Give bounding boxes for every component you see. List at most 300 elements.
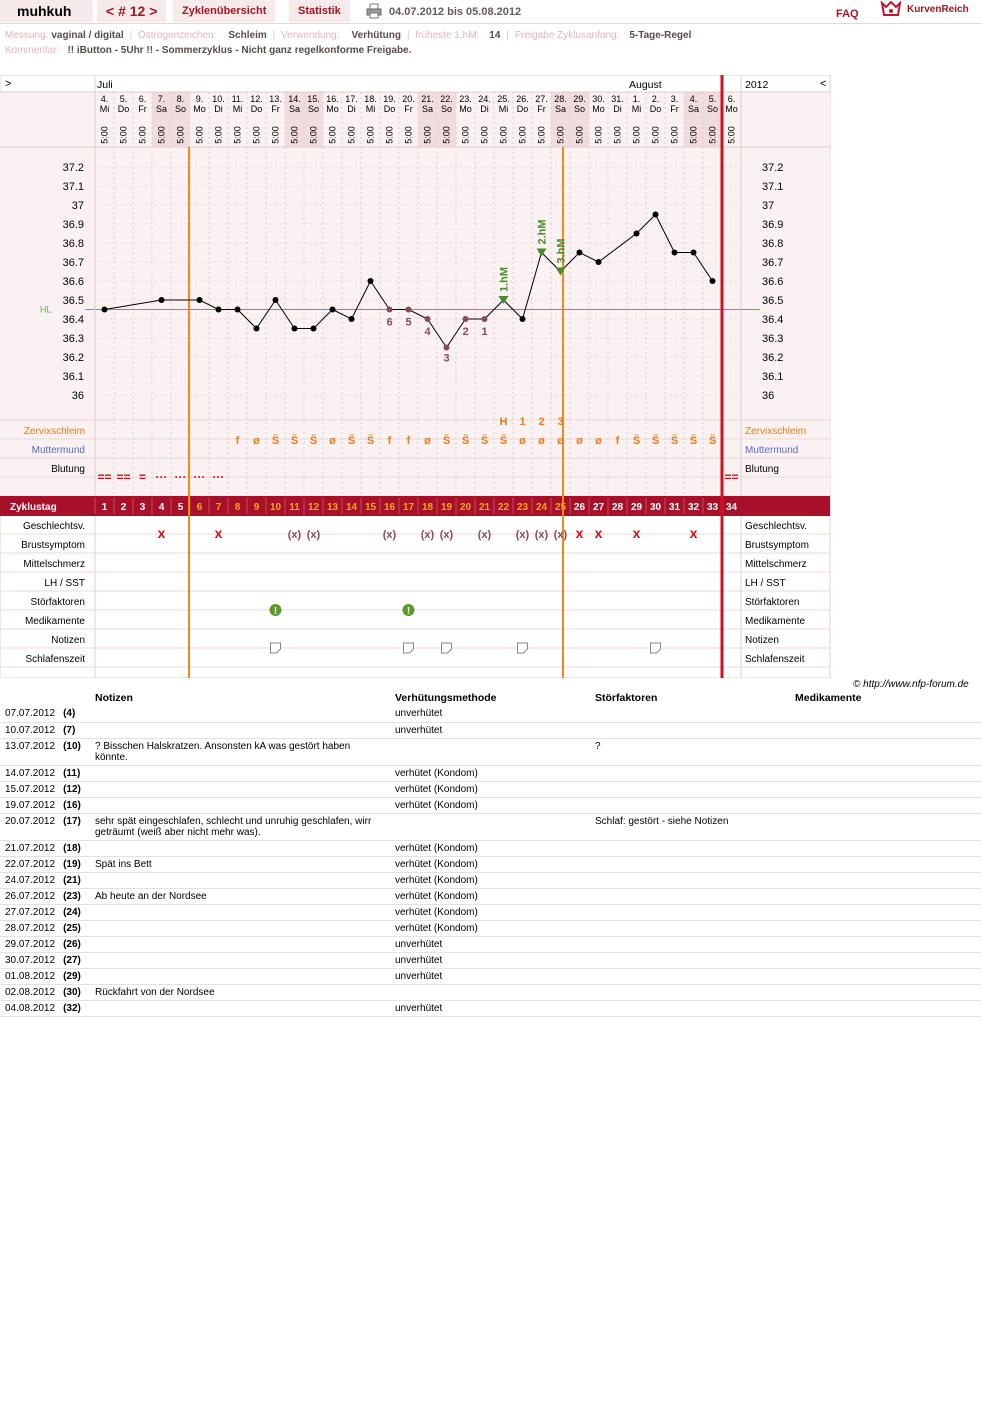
table-row [0,738,981,765]
row-label-muttermund: Muttermund [31,445,85,456]
username: muhkuh [0,0,93,22]
y-tick-left: 36.3 [62,333,84,345]
temp-point [102,307,108,313]
weekday: Mo [193,104,206,114]
disturbance-icon: ! [273,606,278,617]
row-cycle-day: (27) [63,954,81,966]
row-cycle-day: (10) [63,740,81,752]
cycle-day: 20 [459,502,472,513]
table-row [0,936,981,952]
temp-point [672,250,678,256]
row-label-medi: Medikamente [24,616,85,627]
table-row [0,765,981,781]
row-label-brust: Brustsymptom [21,540,85,551]
time-label: 5:00 [441,126,452,144]
y-tick-right: 37 [762,200,775,212]
month-label: August [629,79,662,91]
disturbance-icon: ! [406,606,411,617]
brand-name[interactable]: KurvenReich [907,4,969,15]
row-stoer [590,936,790,952]
y-tick-right: 36 [762,390,775,402]
row-medi [790,936,981,952]
table-row [0,1000,981,1016]
row-date: 28.07.2012 [5,922,56,934]
row-label-mittel: Mittelschmerz [23,559,85,570]
row-cycle-day: (32) [63,1002,81,1014]
row-date: 29.07.2012 [5,938,56,950]
time-label: 5:00 [669,126,680,144]
weekday: Mi [232,104,243,114]
table-row [0,797,981,813]
temp-point [520,316,526,322]
day-number: 12. [250,94,263,104]
row-medi [790,952,981,968]
row-date: 21.07.2012 [5,842,56,854]
row-note [90,904,390,920]
temp-point [197,297,203,303]
time-label: 5:00 [460,126,471,144]
row-stoer: Schlaf: gestört - siehe Notizen [590,813,790,840]
y-tick-right: 36.2 [762,352,784,364]
copyright: © http://www.nfp-forum.de [853,679,969,690]
weekday: Do [383,104,396,114]
comment-line: Kommentar: !! iButton - 5Uhr !! - Sommerzyklus - Nicht ganz regelkonforme Freigabe. [5,45,412,56]
temp-point [425,316,431,322]
row-label-schlaf: Schlafenszeit [25,654,85,665]
bleeding-mark: = [138,470,147,484]
zervix-mark: S̈ [366,435,375,447]
temp-point [691,250,697,256]
weekday: Di [480,104,489,114]
cycle-day: 12 [307,502,320,513]
time-label: 5:00 [612,126,623,144]
meta-line: Messung: vaginal / digital | Östrogenzeichen: Schleim | Verwendung: Verhütung | früheste 1.hM: 14 | Freigabe Zyklusanfang: 5-Tage-Regel [5,30,692,41]
col-medi: Medikamente [795,692,862,704]
y-tick-right: 36.8 [762,238,784,250]
row-label-right-sex: Geschlechtsv. [745,521,808,532]
temp-point [444,345,450,351]
zervix-mark: ø [538,435,545,447]
temp-point [311,326,317,332]
time-label: 5:00 [479,126,490,144]
time-label: 5:00 [403,126,414,144]
zervix-mark: f [406,435,411,447]
row-date: 22.07.2012 [5,858,56,870]
row-cycle-day: (23) [63,890,81,902]
printer-icon[interactable] [366,3,382,19]
weekday: Mo [459,104,472,114]
row-note [90,952,390,968]
cycle-day: 13 [326,502,339,513]
cycle-overview-button[interactable]: Zyklenübersicht [173,0,275,22]
row-note [90,722,390,738]
zervix-mark: S̈ [461,435,470,447]
day-number: 26. [516,94,529,104]
table-row [0,856,981,872]
row-cycle-day: (24) [63,906,81,918]
notes-table [0,690,981,1017]
row-note [90,936,390,952]
day-number: 19. [383,94,396,104]
temp-point [368,278,374,284]
hl-label: HL [40,304,52,315]
row-date: 15.07.2012 [5,783,56,795]
day-number: 13. [269,94,282,104]
low-label: 5 [405,316,412,329]
temp-point [710,278,716,284]
row-cycle-day: (19) [63,858,81,870]
day-number: 6. [727,94,736,104]
faq-link[interactable]: FAQ [836,8,859,20]
day-number: 4. [100,94,109,104]
weekday: Sa [288,104,301,114]
cycle-day-label: Zyklustag [10,502,57,513]
day-number: 21. [421,94,434,104]
temp-point [216,307,222,313]
col-notes: Notizen [95,692,133,704]
table-row [0,952,981,968]
zervix-mark: S̈ [689,435,698,447]
row-method: verhütet (Kondom) [390,888,590,904]
weekday: Sa [155,104,168,114]
cycle-day: 10 [269,502,282,513]
row-cycle-day: (21) [63,874,81,886]
y-tick-left: 37 [71,200,84,212]
y-tick-left: 36.8 [62,238,84,250]
day-number: 23. [459,94,472,104]
row-date: 19.07.2012 [5,799,56,811]
zervix-mark: ø [424,435,431,447]
temp-point [577,250,583,256]
row-method: verhütet (Kondom) [390,765,590,781]
temp-point [387,307,393,313]
hm-label: 2.hM [536,219,549,245]
row-method: verhütet (Kondom) [390,781,590,797]
row-method: unverhütet [390,1000,590,1016]
row-method: verhütet (Kondom) [390,840,590,856]
row-note [90,920,390,936]
cycle-day: 23 [516,502,529,513]
time-label: 5:00 [422,126,433,144]
row-stoer [590,706,790,722]
zervix-mark: S̈ [499,435,508,447]
intercourse-mark: x [594,525,603,541]
row-stoer [590,797,790,813]
table-row [0,706,981,722]
day-number: 5. [708,94,717,104]
time-label: 5:00 [631,126,642,144]
time-label: 5:00 [650,126,661,144]
row-cycle-day: (18) [63,842,81,854]
intercourse-mark: (x) [553,529,568,541]
time-label: 5:00 [555,126,566,144]
temp-point [292,326,298,332]
cycle-day: 11 [289,502,300,513]
row-note: Ab heute an der Nordsee [90,888,390,904]
y-tick-left: 36.1 [62,371,84,383]
table-row [0,920,981,936]
row-medi [790,968,981,984]
day-number: 5. [119,94,128,104]
y-tick-left: 36.6 [62,276,84,288]
month-label: Juli [97,79,113,91]
row-date: 07.07.2012 [5,708,56,719]
time-label: 5:00 [137,126,148,144]
zervix-mark: S̈ [632,435,641,447]
time-label: 5:00 [536,126,547,144]
row-stoer [590,722,790,738]
row-cycle-day: (11) [63,767,81,779]
row-note [90,968,390,984]
mucus-count: 3 [557,416,564,428]
cycle-day: 9 [253,502,260,513]
row-method: verhütet (Kondom) [390,904,590,920]
row-date: 10.07.2012 [5,724,56,736]
day-number: 1. [632,94,641,104]
row-cycle-day: (4) [63,708,76,719]
row-label-sex: Geschlechtsv. [22,521,85,532]
y-tick-left: 36 [71,390,84,402]
row-note [90,706,390,722]
row-cycle-day: (16) [63,799,81,811]
row-stoer [590,952,790,968]
cycle-day: 1 [101,502,108,513]
day-number: 17. [345,94,358,104]
table-row [0,904,981,920]
row-medi [790,872,981,888]
day-number: 11. [231,94,244,104]
row-cycle-day: (26) [63,938,81,950]
row-label-stoer: Störfaktoren [30,597,85,608]
nav-right: < [820,78,827,90]
row-stoer [590,781,790,797]
row-medi [790,984,981,1000]
row-medi [790,706,981,722]
zervix-mark: ø [576,435,583,447]
day-number: 9. [195,94,204,104]
temp-point [159,297,165,303]
row-date: 02.08.2012 [5,986,56,998]
row-medi [790,765,981,781]
intercourse-mark: (x) [287,529,302,541]
weekday: Sa [687,104,700,114]
cycle-day: 19 [440,502,453,513]
bleeding-mark: ··· [174,470,187,484]
row-stoer [590,872,790,888]
time-label: 5:00 [232,126,243,144]
y-tick-right: 36.4 [762,314,784,326]
row-stoer [590,920,790,936]
low-label: 4 [424,326,431,338]
mucus-count: 1 [519,416,526,428]
row-medi [790,738,981,765]
day-number: 28. [554,94,567,104]
day-number: 25. [497,94,510,104]
time-label: 5:00 [726,126,737,144]
row-stoer [590,765,790,781]
day-number: 15. [307,94,320,104]
weekday: Fr [138,104,147,114]
y-tick-left: 37.1 [62,181,84,193]
zervix-mark: ø [595,435,602,447]
row-method: unverhütet [390,952,590,968]
cycle-day: 16 [383,502,396,513]
row-method [390,984,590,1000]
row-stoer [590,904,790,920]
row-date: 30.07.2012 [5,954,56,966]
time-label: 5:00 [688,126,699,144]
zervix-mark: ø [557,435,564,447]
row-label-lh: LH / SST [44,578,85,589]
time-label: 5:00 [118,126,129,144]
row-date: 26.07.2012 [5,890,56,902]
row-method: verhütet (Kondom) [390,856,590,872]
row-stoer: ? [590,738,790,765]
row-medi [790,888,981,904]
time-label: 5:00 [384,126,395,144]
low-label: 6 [386,316,393,329]
day-number: 4. [689,94,698,104]
weekday: Mi [498,104,509,114]
zervix-mark: S̈ [670,435,679,447]
day-number: 14. [288,94,301,104]
weekday: So [174,104,187,114]
cycle-day: 15 [364,502,377,513]
time-label: 5:00 [498,126,509,144]
y-tick-right: 36.9 [762,219,784,231]
weekday: Mi [365,104,376,114]
weekday: Do [516,104,529,114]
table-row [0,781,981,797]
low-label: 3 [443,352,450,365]
temp-point [463,316,469,322]
row-cycle-day: (30) [63,986,81,998]
intercourse-mark: (x) [534,529,549,541]
row-stoer [590,856,790,872]
day-number: 16. [326,94,339,104]
cycle-day: 27 [592,502,605,513]
day-number: 18. [364,94,377,104]
y-tick-left: 36.4 [62,314,84,326]
cycle-day: 21 [478,502,491,513]
intercourse-mark: x [632,525,641,541]
row-note [90,797,390,813]
cycle-day: 8 [234,502,241,513]
time-label: 5:00 [327,126,338,144]
statistics-button[interactable]: Statistik [289,0,350,22]
row-label-right-muttermund: Muttermund [745,445,799,456]
row-method: verhütet (Kondom) [390,872,590,888]
y-tick-left: 36.2 [62,352,84,364]
col-stoer: Störfaktoren [595,692,658,704]
y-tick-right: 36.6 [762,276,784,288]
time-label: 5:00 [213,126,224,144]
table-row [0,888,981,904]
row-cycle-day: (7) [63,724,76,736]
cycle-day: 26 [573,502,586,513]
y-tick-right: 36.1 [762,371,784,383]
row-stoer [590,984,790,1000]
zervix-mark: S̈ [442,435,451,447]
row-stoer [590,888,790,904]
time-label: 5:00 [365,126,376,144]
date-range: 04.07.2012 bis 05.08.2012 [389,6,522,18]
bleeding-mark: == [116,470,131,484]
day-number: 31. [611,94,624,104]
row-label-right-blutung: Blutung [745,464,779,475]
temp-point [634,231,640,237]
time-label: 5:00 [194,126,205,144]
time-label: 5:00 [517,126,528,144]
bleeding-mark: ··· [212,470,225,484]
weekday: Fr [404,104,413,114]
intercourse-mark: (x) [382,529,397,541]
hm-label: 3.hM [555,238,568,264]
row-stoer [590,1000,790,1016]
col-method: Verhütungsmethode [395,692,497,704]
row-cycle-day: (29) [63,970,81,982]
cycle-day: 14 [345,502,358,513]
row-cycle-day: (17) [63,815,81,827]
row-medi [790,1000,981,1016]
y-tick-left: 36.9 [62,219,84,231]
weekday: Sa [554,104,567,114]
weekday: Sa [421,104,434,114]
time-label: 5:00 [574,126,585,144]
y-tick-right: 37.1 [762,181,784,193]
row-note [90,765,390,781]
cycle-day: 2 [120,502,127,513]
temp-point [482,316,488,322]
y-tick-left: 36.5 [62,295,84,307]
row-medi [790,904,981,920]
cycle-nav[interactable]: < # 12 > [97,0,166,22]
zervix-mark: ø [329,435,336,447]
cycle-day: 33 [706,502,719,513]
weekday: Mi [99,104,110,114]
row-label-right-notizen: Notizen [745,635,779,646]
weekday: Do [117,104,130,114]
day-number: 29. [573,94,586,104]
mucus-count: 2 [538,416,545,428]
top-bar [0,0,981,24]
row-medi [790,722,981,738]
row-date: 20.07.2012 [5,815,56,827]
row-label-notizen: Notizen [51,635,85,646]
intercourse-mark: (x) [477,529,492,541]
brand-logo-icon [880,1,902,19]
intercourse-mark: x [157,525,166,541]
row-label-blutung: Blutung [51,464,85,475]
intercourse-mark: (x) [306,529,321,541]
row-date: 01.08.2012 [5,970,56,982]
temp-point [330,307,336,313]
zervix-mark: f [615,435,620,447]
table-row [0,872,981,888]
day-number: 24. [478,94,491,104]
row-label-right-stoer: Störfaktoren [745,597,800,608]
row-label-right-brust: Brustsymptom [745,540,809,551]
cycle-day: 29 [630,502,643,513]
cycle-day: 32 [687,502,700,513]
table-row [0,840,981,856]
zervix-mark: S̈ [290,435,299,447]
row-cycle-day: (12) [63,783,81,795]
time-label: 5:00 [175,126,186,144]
weekday: Mo [326,104,339,114]
zervix-mark: S̈ [271,435,280,447]
bleeding-mark: ··· [155,470,168,484]
